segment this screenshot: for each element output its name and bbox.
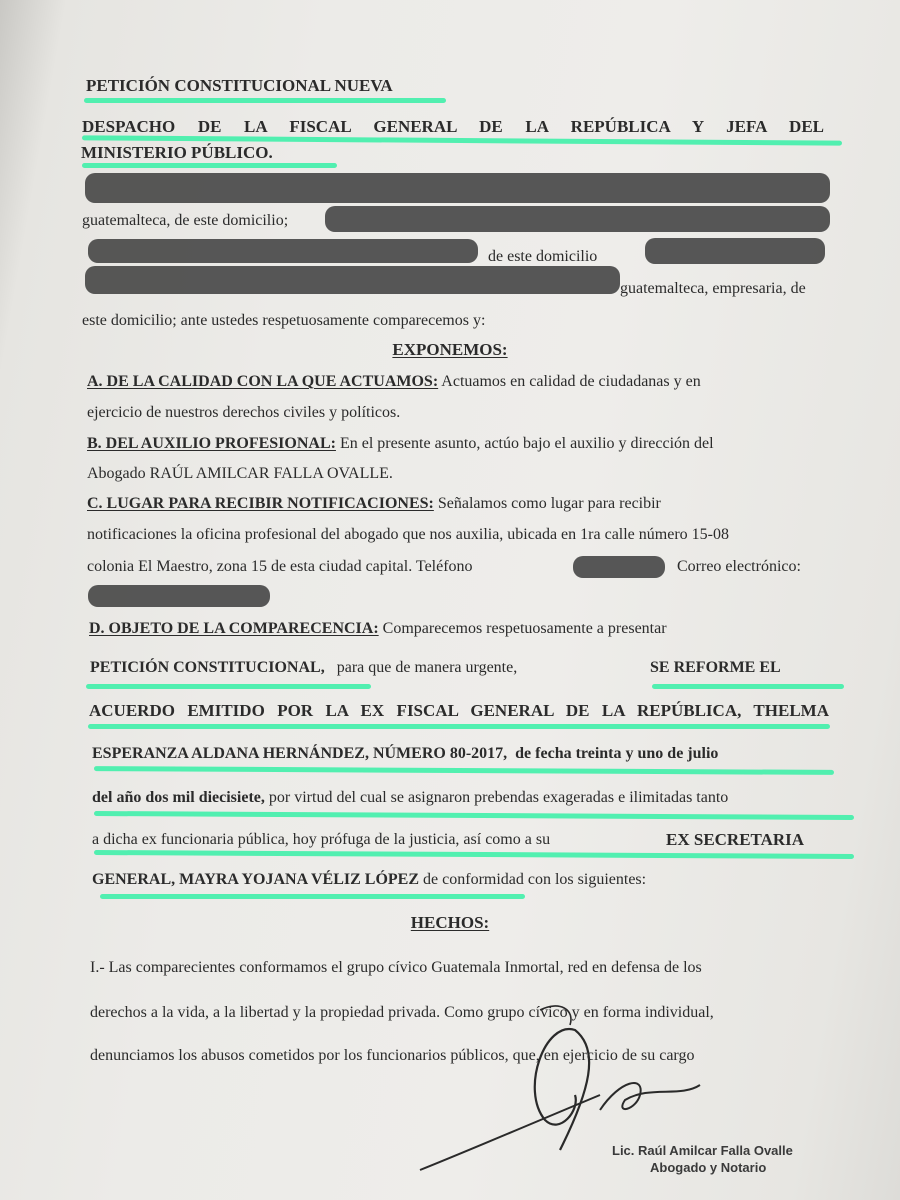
section-b-heading: B. DEL AUXILIO PROFESIONAL: (87, 435, 336, 452)
signature-name: Lic. Raúl Amilcar Falla Ovalle (612, 1143, 793, 1158)
section-b-text-1: En el presente asunto, actúo bajo el auxilio y dirección del (339, 435, 714, 452)
section-a-text-1: Actuamos en calidad de ciudadanas y en (441, 373, 701, 390)
title-line-2: DESPACHO DE LA FISCAL GENERAL DE LA REPÚBLICA Y JEFA DEL (82, 117, 824, 136)
hechos-line-1: I.- Las comparecientes conformamos el grupo cívico Guatemala Inmortal, red en defensa de los (90, 959, 702, 976)
hechos-line-2: derechos a la vida, a la libertad y la propiedad privada. Como grupo cívico y en forma individual, (90, 1004, 714, 1021)
section-c-line-3a: colonia El Maestro, zona 15 de esta ciudad capital. Teléfono (87, 558, 473, 575)
section-d-text-2: para que de manera urgente, (336, 659, 518, 676)
intro-line-3-mid: de este domicilio (488, 248, 598, 265)
section-d-line-3: ACUERDO EMITIDO POR LA EX FISCAL GENERAL DE LA REPÚBLICA, THELMA (89, 701, 829, 720)
intro-line-4-end: guatemalteca, empresaria, de (620, 280, 806, 297)
title-line-3: MINISTERIO PÚBLICO. (81, 143, 273, 162)
section-b-line-2: Abogado RAÚL AMILCAR FALLA OVALLE. (87, 465, 393, 482)
signature-title: Abogado y Notario (650, 1160, 767, 1175)
section-d-text-1: Comparecemos respetuosamente a presentar (382, 620, 667, 637)
section-a-line-2: ejercicio de nuestros derechos civiles y políticos. (87, 404, 401, 421)
section-c-line-2: notificaciones la oficina profesional del abogado que nos auxilia, ubicada en 1ra calle número 15-08 (87, 526, 729, 543)
title-line-1: PETICIÓN CONSTITUCIONAL NUEVA (86, 76, 393, 95)
section-d-heading: D. OBJETO DE LA COMPARECENCIA: (89, 620, 379, 637)
section-d-text-5: por virtud del cual se asignaron prebendas exageradas e ilimitadas tanto (268, 789, 729, 806)
section-d-bold-2: SE REFORME EL (650, 659, 781, 676)
section-d-bold-4: de fecha treinta y uno de julio (515, 745, 719, 762)
section-a-heading: A. DE LA CALIDAD CON LA QUE ACTUAMOS: (87, 373, 439, 390)
section-d-text-6: a dicha ex funcionaria pública, hoy prófuga de la justicia, así como a su (92, 831, 551, 848)
section-d-text-7: de conformidad con los siguientes: (423, 871, 647, 888)
section-d-bold-5: del año dos mil diecisiete, (92, 789, 265, 806)
exponemos-heading: EXPONEMOS: (392, 340, 508, 359)
hechos-line-3: denunciamos los abusos cometidos por los funcionarios públicos, que, en ejercicio de su cargo (90, 1047, 695, 1064)
intro-line-2-start: guatemalteca, de este domicilio; (82, 212, 289, 229)
section-d-bold-6: EX SECRETARIA (666, 830, 805, 849)
section-c-line-3b: Correo electrónico: (677, 558, 801, 575)
section-c-text-1: Señalamos como lugar para recibir (437, 495, 661, 512)
intro-line-5: este domicilio; ante ustedes respetuosamente comparecemos y: (82, 312, 486, 329)
section-d-bold-1: PETICIÓN CONSTITUCIONAL, (90, 659, 325, 676)
section-d-bold-3: ESPERANZA ALDANA HERNÁNDEZ, NÚMERO 80-2017, (92, 745, 508, 762)
section-d-bold-7: GENERAL, MAYRA YOJANA VÉLIZ LÓPEZ (92, 871, 420, 888)
section-c-heading: C. LUGAR PARA RECIBIR NOTIFICACIONES: (87, 495, 434, 512)
hechos-heading: HECHOS: (410, 913, 490, 932)
